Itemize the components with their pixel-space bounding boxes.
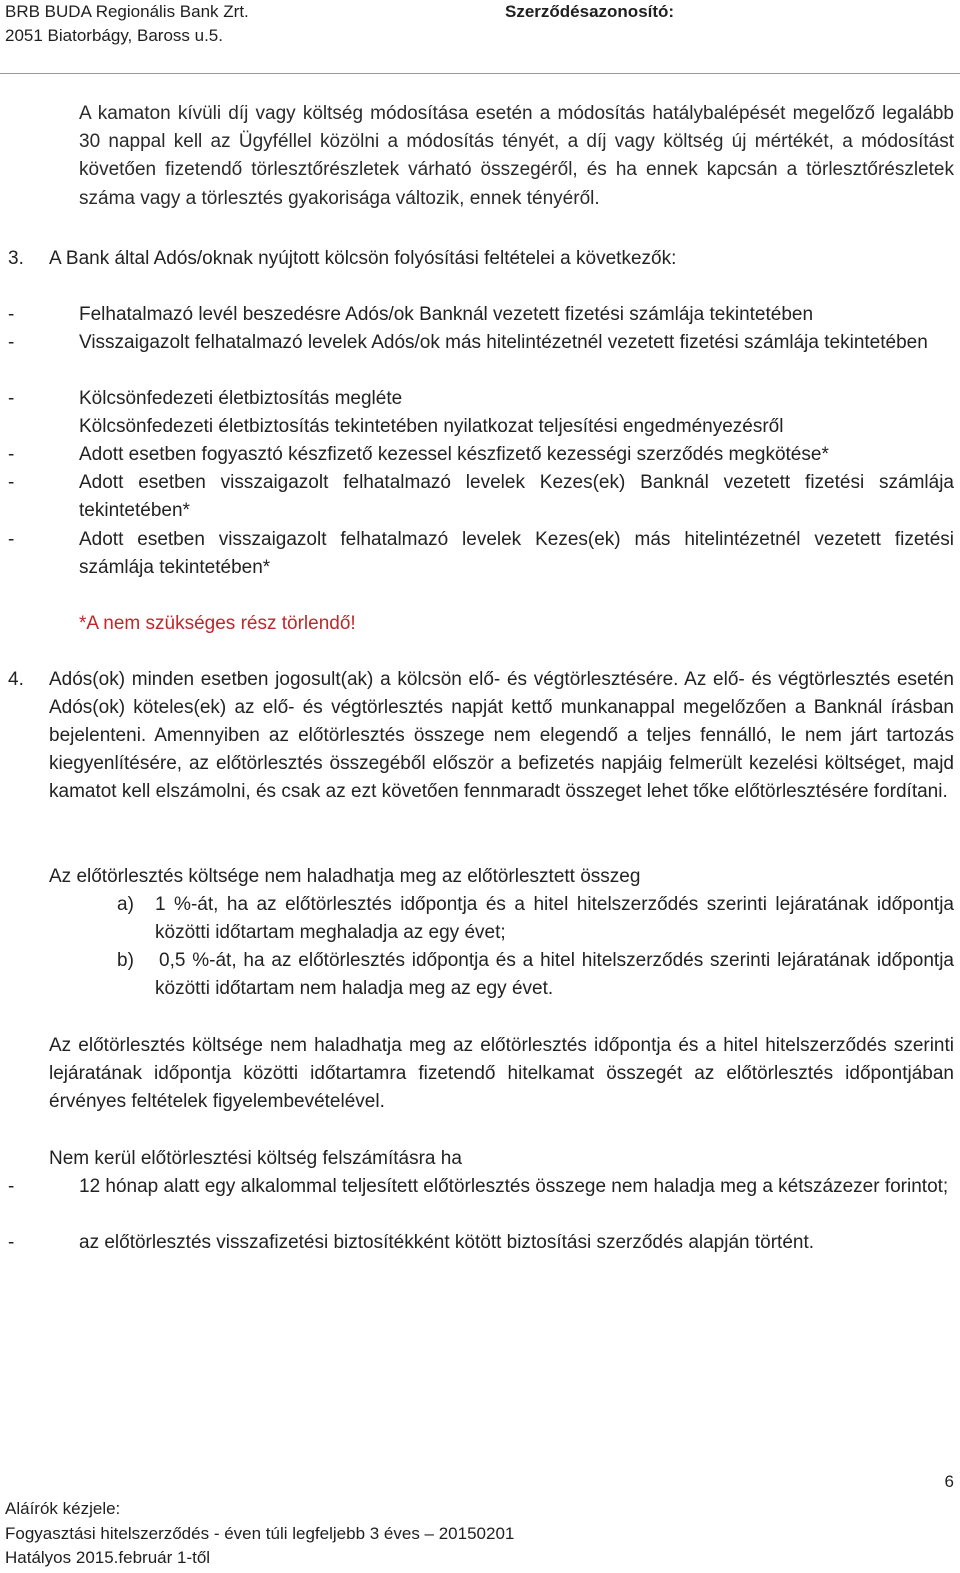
section-3-number: 3. [8, 248, 24, 269]
contract-id-label: Szerződésazonosító: [505, 2, 675, 21]
page-header-left [5, 0, 249, 48]
no-fee-item: az előtörlesztés visszafizetési biztosítékként kötött biztosítási szerződés alapján történt. [79, 1232, 815, 1253]
deletion-note: *A nem szükséges rész törlendő! [79, 613, 356, 634]
header-divider [0, 73, 960, 74]
bullet-dash: - [8, 529, 15, 550]
no-fee-intro: Nem kerül előtörlesztési költség felszámításra ha [49, 1148, 462, 1169]
cost-item-text: 0,5 %-át, ha az előtörlesztés időpontja és a hitel hitelszerződés szerinti lejáratának időpontja közötti időtartam nem haladja meg az egy évet. [155, 950, 954, 1000]
section-4-number: 4. [8, 669, 24, 690]
condition-item: Adott esetben visszaigazolt felhatalmazó levelek Kezes(ek) Banknál vezetett fizetési számlája tekintetében* [79, 472, 954, 522]
condition-item: Felhatalmazó levél beszedésre Adós/ok Banknál vezetett fizetési számlája tekintetében [79, 304, 814, 325]
condition-item: Adott esetben visszaigazolt felhatalmazó levelek Kezes(ek) más hitelintézetnél vezetett fizetési számlája tekintetében* [79, 529, 954, 579]
bank-address: 2051 Biatorbágy, Baross u.5. [5, 26, 223, 45]
bullet-dash: - [8, 304, 15, 325]
document-title: Fogyasztási hitelszerződés - éven túli legfeljebb 3 éves – 20150201 [5, 1524, 515, 1543]
cost-limit-paragraph: Az előtörlesztés költsége nem haladhatja meg az előtörlesztés időpontja és a hitel hitelszerződés szerinti lejáratának időpontja közötti időtartamra fizetendő hitelkamat összegét az előtörlesztés időpontjában érvényes feltételek figyelembevételével. [49, 1035, 954, 1113]
bank-name: BRB BUDA Regionális Bank Zrt. [5, 2, 249, 21]
bullet-dash: - [8, 472, 15, 493]
effective-date: Hatályos 2015.február 1-től [5, 1548, 211, 1567]
bullet-dash: - [8, 444, 15, 465]
signature-label: Aláírók kézjele: [5, 1499, 121, 1518]
cost-intro: Az előtörlesztés költsége nem haladhatja meg az előtörlesztett összeg [49, 866, 641, 887]
bullet-dash: - [8, 388, 15, 409]
condition-item: Kölcsönfedezeti életbiztosítás megléte [79, 388, 403, 409]
bullet-dash: - [8, 1232, 15, 1253]
section-3-heading: A Bank által Adós/oknak nyújtott kölcsön folyósítási feltételei a következők: [49, 248, 677, 269]
no-fee-item: 12 hónap alatt egy alkalommal teljesített előtörlesztés összege nem haladja meg a kétszázezer forintot; [79, 1176, 949, 1197]
page-number: 6 [944, 1472, 954, 1491]
cost-item-label: a) [117, 894, 134, 915]
section-4-paragraph: Adós(ok) minden esetben jogosult(ak) a kölcsön elő- és végtörlesztésére. Az elő- és végtörlesztés esetén Adós(ok) köteles(ek) az elő- és végtörlesztés napját kettő munkanappal megelőzően a Banknál írásban bejelenteni. Amennyiben az előtörlesztés összege nem elegendő a teljes fennálló, le nem járt tartozás kiegyenlítésére, az előtörlesztés összegéből először a befizetés napjáig felmerült kezelési költséget, majd kamatot kell elszámolni, és csak az ezt követően fennmaradt összeget lehet tőke előtörlesztésére fordítani. [49, 669, 954, 803]
condition-item: Adott esetben fogyasztó készfizető kezessel készfizető kezességi szerződés megkötése* [79, 444, 829, 465]
bullet-dash: - [8, 332, 15, 353]
bullet-dash: - [8, 1176, 15, 1197]
condition-item: Kölcsönfedezeti életbiztosítás tekintetében nyilatkozat teljesítési engedményezésről [79, 416, 784, 437]
cost-item-text: 1 %-át, ha az előtörlesztés időpontja és a hitel hitelszerződés szerinti lejáratának időpontja közötti időtartam meghaladja az egy évet; [155, 894, 954, 944]
cost-item-label: b) [117, 950, 134, 971]
intro-paragraph: A kamaton kívüli díj vagy költség módosítása esetén a módosítás hatálybalépését megelőző legalább 30 nappal kell az Ügyféllel közölni a módosítás tényét, a díj vagy költség új mértékét, a módosítást követően fizetendő törlesztőrészletek várható összegéről, és ha ennek kapcsán a törlesztőrészletek száma vagy a törlesztés gyakorisága változik, ennek tényéről. [79, 103, 954, 209]
condition-item: Visszaigazolt felhatalmazó levelek Adós/ok más hitelintézetnél vezetett fizetési számlája tekintetében [79, 332, 928, 353]
